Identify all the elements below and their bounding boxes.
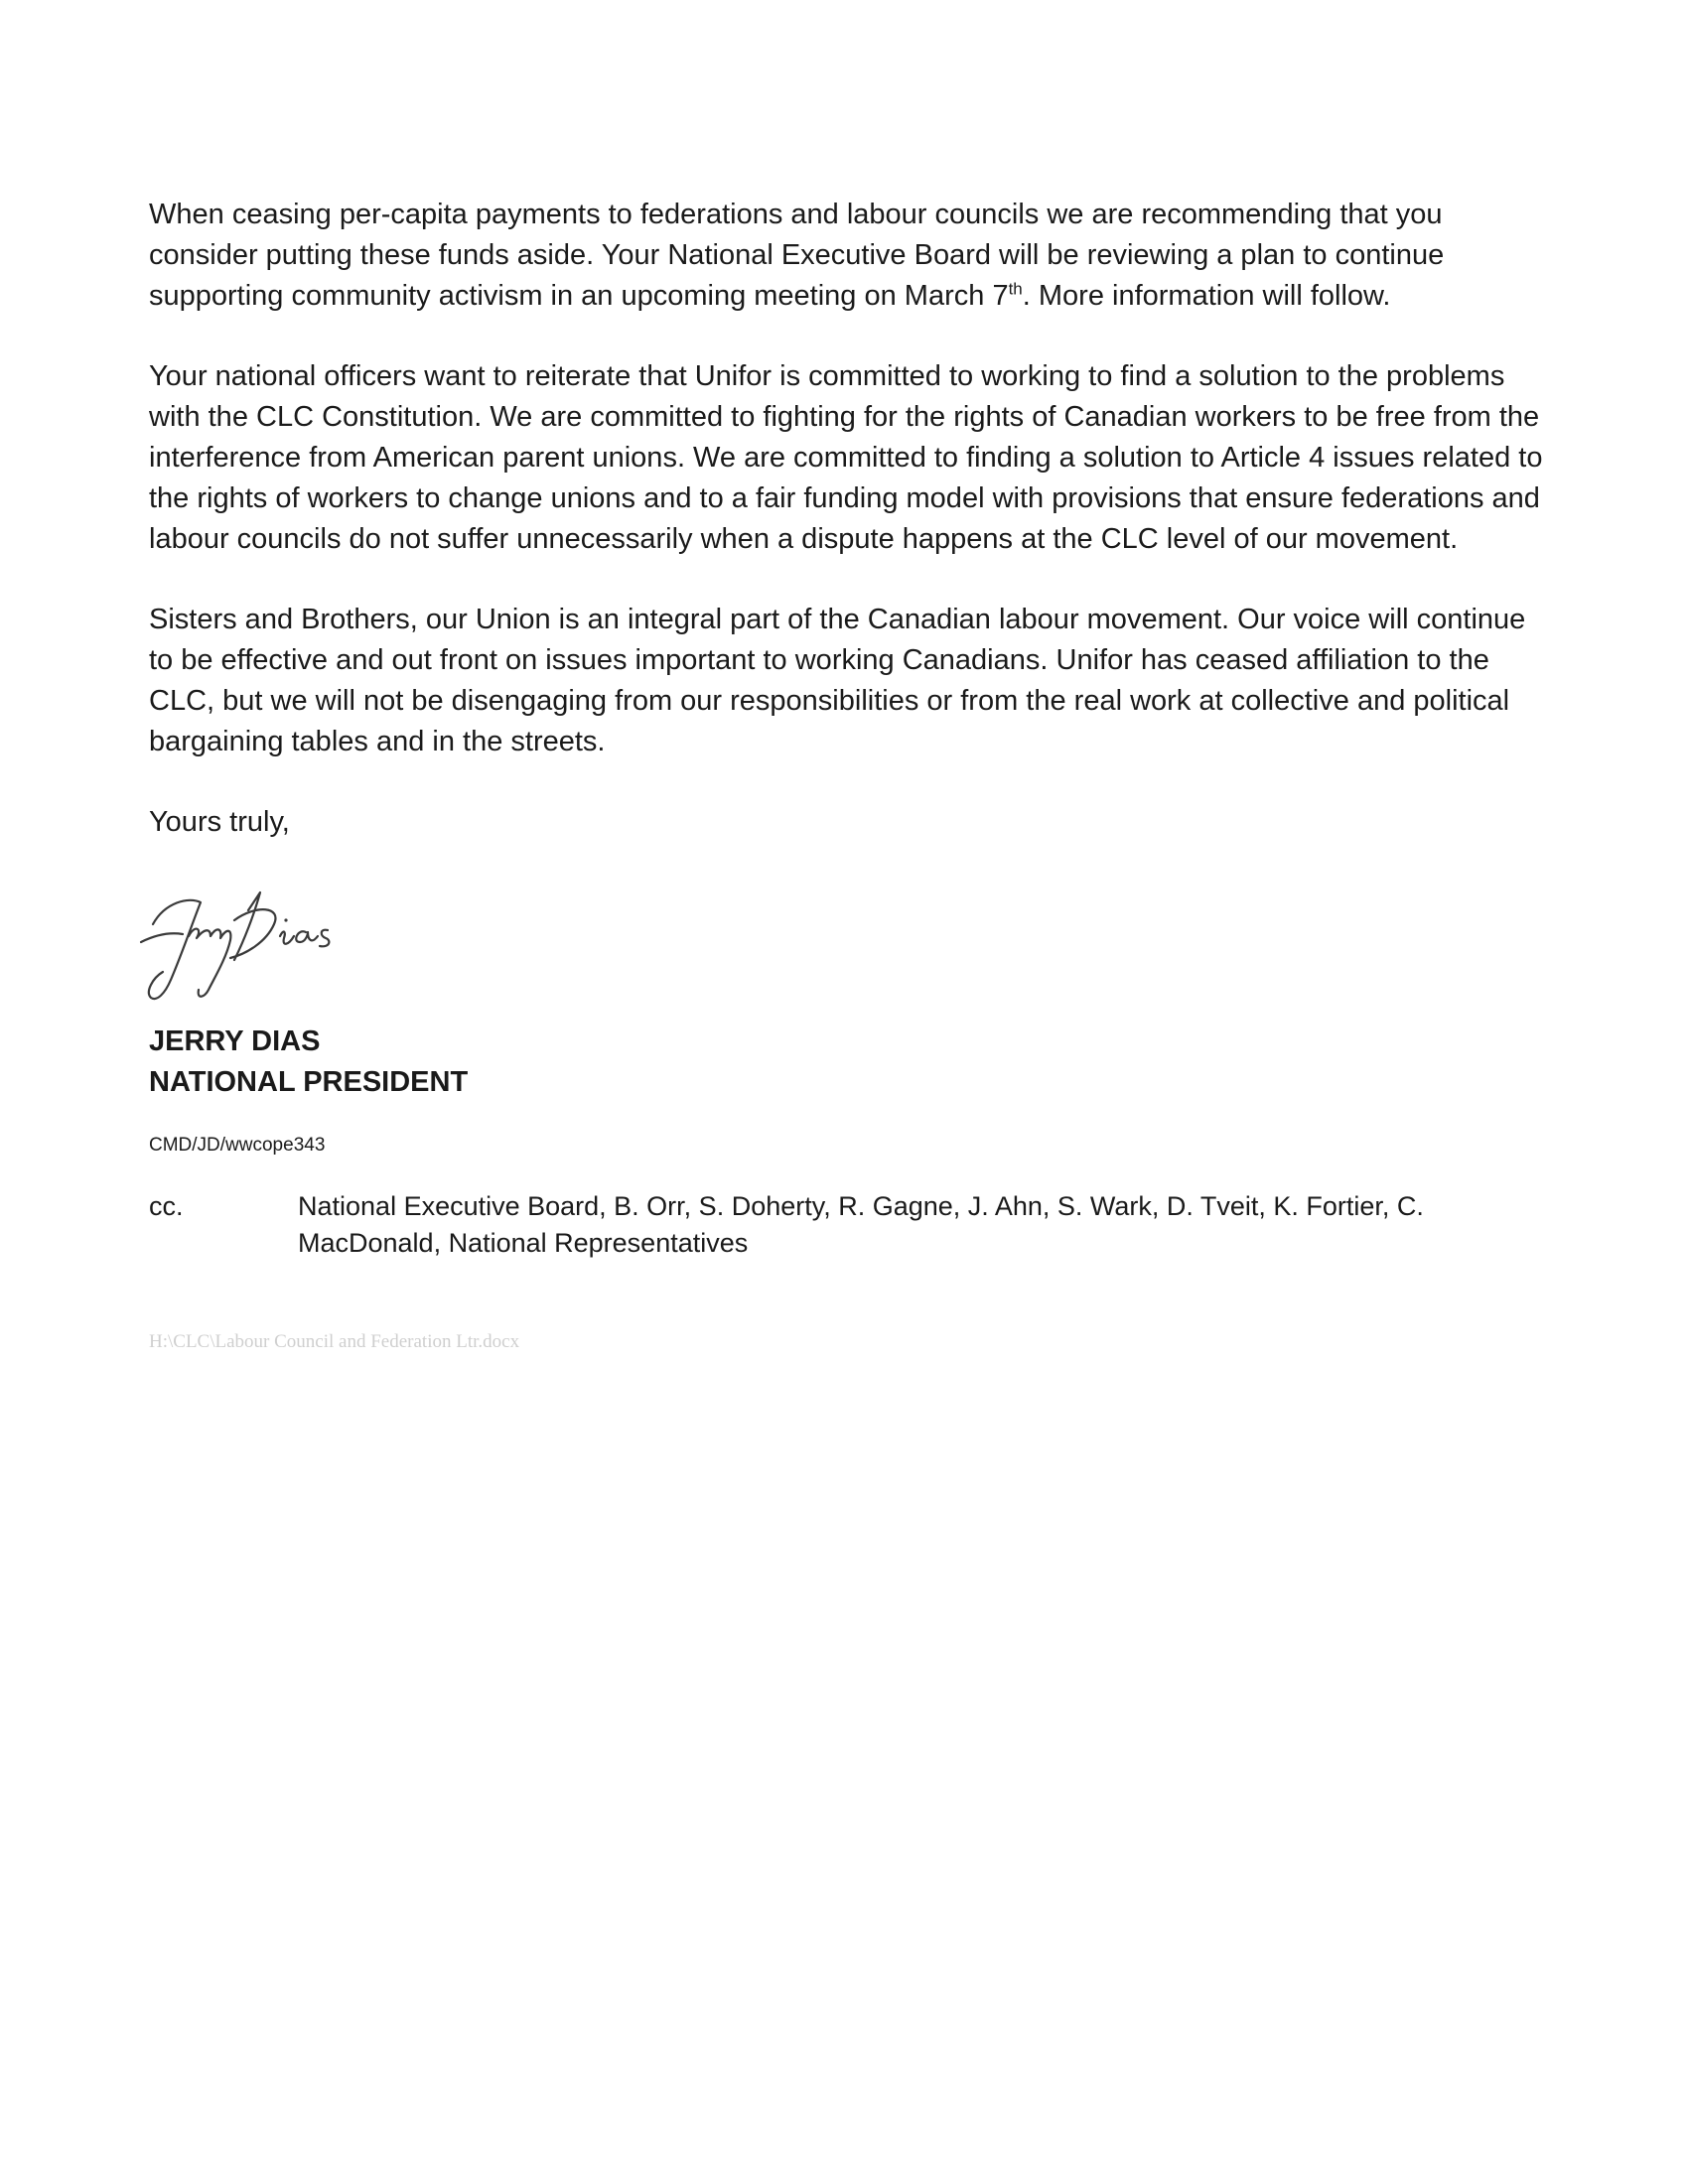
paragraph-integral: Sisters and Brothers, our Union is an integral part of the Canadian labour movement. Our voice will continue to be effective and out front on issues important to working Canadians. Unifor has ceased affiliation to the CLC, but we will not be disengaging from our responsibilities or from the real work at collective and political bargaining tables and in the streets. [149, 604, 1526, 757]
paragraph-funds-text: When ceasing per-capita payments to federations and labour councils we are recommending that you consider putting these funds aside. Your National Executive Board will be reviewing a plan to continue supporting community activism in an upcoming meeting on March 7 [149, 199, 1445, 312]
signer-block [149, 1022, 1549, 1103]
file-path-footer: H:\CLC\Labour Council and Federation Ltr.docx [149, 1331, 520, 1352]
signer-title: NATIONAL PRESIDENT [149, 1066, 469, 1098]
cc-block [149, 1188, 1549, 1262]
paragraph-funds-tail: . More information will follow. [1022, 280, 1391, 312]
ordinal-suffix: th [1008, 279, 1023, 299]
signature-image [131, 863, 340, 1012]
cc-recipients: National Executive Board, B. Orr, S. Doherty, R. Gagne, J. Ahn, S. Wark, D. Tveit, K. Fortier, C. MacDonald, National Representatives [298, 1191, 1424, 1258]
letter-page [149, 195, 1549, 1353]
cc-label: cc. [149, 1191, 184, 1221]
paragraph-commitment: Your national officers want to reiterate that Unifor is committed to working to find a solution to the problems with the CLC Constitution. We are committed to fighting for the rights of Canadian workers to be free from the interference from American parent unions. We are committed to finding a solution to Article 4 issues related to the rights of workers to change unions and to a fair funding model with provisions that ensure federations and labour councils do not suffer unnecessarily when a dispute happens at the CLC level of our movement. [149, 360, 1543, 555]
closing-line: Yours truly, [149, 806, 290, 838]
reference-initials: CMD/JD/wwcope343 [149, 1135, 326, 1156]
signer-name: JERRY DIAS [149, 1025, 321, 1057]
paragraph-funds [149, 195, 1549, 317]
